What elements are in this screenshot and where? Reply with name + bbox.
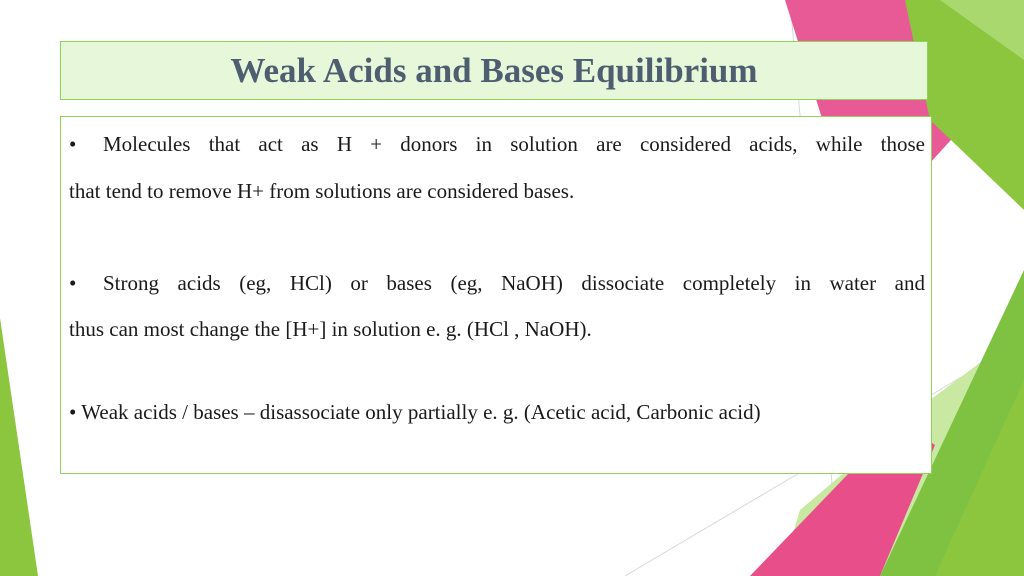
bullet-text-1b: that tend to remove H+ from solutions are considered bases. <box>69 179 575 203</box>
content-box <box>60 116 932 474</box>
bullet-icon: • <box>69 271 77 295</box>
bullet-icon: • <box>69 132 77 156</box>
paragraph-line <box>69 132 925 157</box>
bullet-text-2a: Strong acids (eg, HCl) or bases (eg, NaOH) dissociate completely in water and <box>103 271 925 295</box>
left-green-shape <box>0 318 38 576</box>
bullet-icon: • <box>69 400 77 424</box>
slide-title: Weak Acids and Bases Equilibrium <box>230 50 758 90</box>
paragraph-line <box>69 271 925 296</box>
bullet-text-2b: thus can most change the [H+] in solution e. g. (HCl , NaOH). <box>69 317 592 341</box>
bullet-text-1a: Molecules that act as H + donors in solution are considered acids, while those <box>103 132 925 156</box>
paragraph-line <box>69 400 761 425</box>
bullet-text-3: Weak acids / bases – disassociate only partially e. g. (Acetic acid, Carbonic acid) <box>81 400 761 424</box>
title-box <box>60 41 928 100</box>
